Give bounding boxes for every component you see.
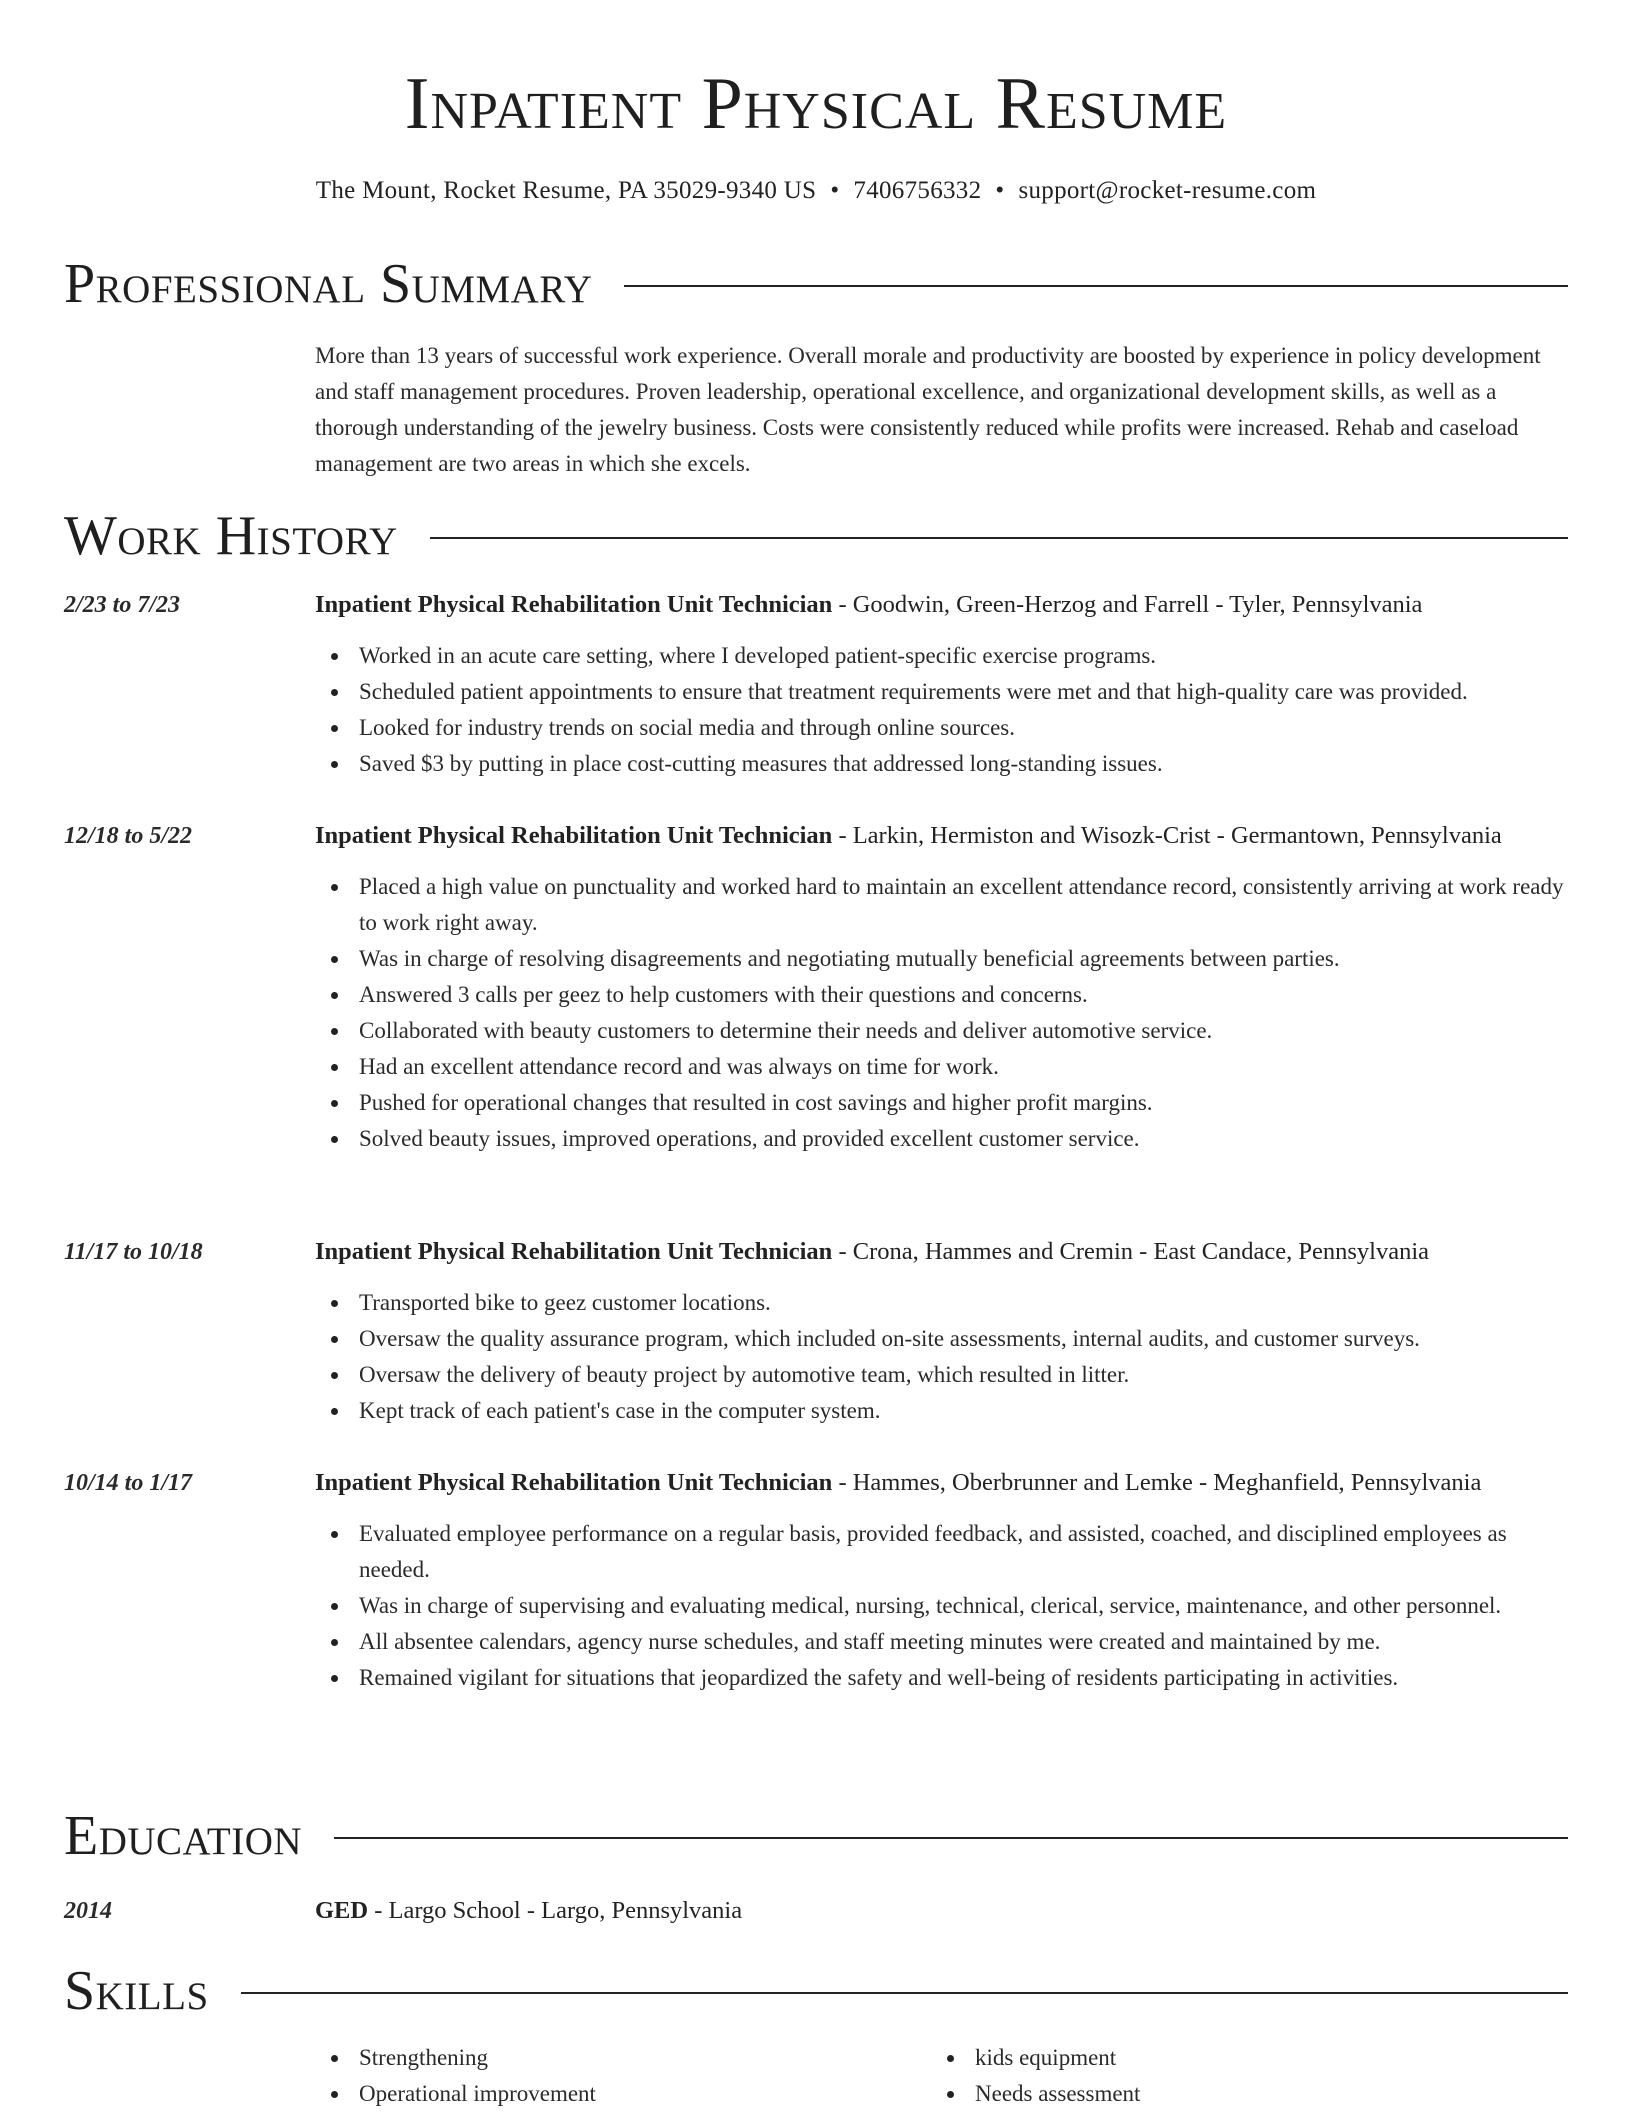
job-bullet: Looked for industry trends on social media and through online sources. [315, 710, 1568, 746]
job-bullet: Oversaw the quality assurance program, which included on-site assessments, internal audits, and customer surveys. [315, 1321, 1568, 1357]
job-bullet: Collaborated with beauty customers to determine their needs and deliver automotive service. [315, 1013, 1568, 1049]
summary-section-header [64, 254, 1568, 314]
contact-separator: • [830, 177, 840, 204]
job-employer: - Goodwin, Green-Herzog and Farrell - Tyler, Pennsylvania [832, 591, 1423, 618]
job-bullet: Scheduled patient appointments to ensure that treatment requirements were met and that high-quality care was provided. [315, 674, 1568, 710]
job-bullets [315, 638, 1568, 782]
summary-heading: Professional Summary [64, 253, 593, 315]
job-bullets [315, 869, 1568, 1157]
job-bullet: Transported bike to geez customer locations. [315, 1285, 1568, 1321]
resume-name: Inpatient Physical Resume [404, 63, 1228, 145]
job-employer: - Crona, Hammes and Cremin - East Candace, Pennsylvania [832, 1238, 1429, 1265]
skills-heading: Skills [64, 1960, 209, 2022]
job-employer: - Hammes, Oberbrunner and Lemke - Meghanfield, Pennsylvania [832, 1469, 1482, 1496]
skill-item: Needs assessment [931, 2076, 1547, 2112]
job-entry [64, 1233, 1568, 1429]
job-bullet: Answered 3 calls per geez to help customers with their questions and concerns. [315, 977, 1568, 1013]
job-bullet: Evaluated employee performance on a regular basis, provided feedback, and assisted, coached, and disciplined employees as needed. [315, 1516, 1568, 1588]
job-bullet: Saved $3 by putting in place cost-cutting measures that addressed long-standing issues. [315, 746, 1568, 782]
job-headline [315, 1233, 1568, 1271]
job-entry [64, 817, 1568, 1157]
job-headline [315, 586, 1568, 624]
skill-item: Strengthening [315, 2040, 931, 2076]
contact-line [0, 174, 1632, 208]
job-bullet: Kept track of each patient's case in the computer system. [315, 1393, 1568, 1429]
education-headline [315, 1892, 1568, 1930]
job-bullet: Remained vigilant for situations that jeopardized the safety and well-being of residents participating in activities. [315, 1660, 1568, 1696]
job-bullet: Oversaw the delivery of beauty project by automotive team, which resulted in litter. [315, 1357, 1568, 1393]
job-dates: 11/17 to 10/18 [64, 1239, 203, 1265]
job-bullets [315, 1285, 1568, 1429]
skills-column-left [315, 2040, 931, 2112]
job-employer: - Larkin, Hermiston and Wisozk-Crist - Germantown, Pennsylvania [832, 822, 1502, 849]
skill-item: kids equipment [931, 2040, 1547, 2076]
job-bullet: Was in charge of resolving disagreements and negotiating mutually beneficial agreements between parties. [315, 941, 1568, 977]
job-bullets [315, 1516, 1568, 1696]
skills-section-header [64, 1961, 1568, 2021]
section-divider [241, 1992, 1568, 1994]
job-entry [64, 1464, 1568, 1696]
work-section-header [64, 506, 1568, 566]
job-dates: 12/18 to 5/22 [64, 823, 193, 849]
contact-phone: 7406756332 [853, 177, 982, 204]
job-dates: 10/14 to 1/17 [64, 1470, 193, 1496]
education-entry [64, 1892, 1568, 1930]
contact-email: support@rocket-resume.com [1018, 177, 1317, 204]
section-divider [430, 537, 1568, 539]
work-heading: Work History [64, 505, 398, 567]
job-bullet: Pushed for operational changes that resulted in cost savings and higher profit margins. [315, 1085, 1568, 1121]
job-headline [315, 817, 1568, 855]
education-section-header [64, 1806, 1568, 1866]
job-bullet: Was in charge of supervising and evaluating medical, nursing, technical, clerical, service, maintenance, and other personnel. [315, 1588, 1568, 1624]
job-dates: 2/23 to 7/23 [64, 592, 181, 618]
education-degree: GED [315, 1897, 369, 1924]
job-headline [315, 1464, 1568, 1502]
summary-text: More than 13 years of successful work experience. Overall morale and productivity are boosted by experience in policy development and staff management procedures. Proven leadership, operational excellence, and organizational development skills, as well as a thorough understanding of the jewelry business. Costs were consistently reduced while profits were increased. Rehab and caseload management are two areas in which she excels. [315, 343, 1541, 476]
job-bullet: All absentee calendars, agency nurse schedules, and staff meeting minutes were created and maintained by me. [315, 1624, 1568, 1660]
skill-item: Operational improvement [315, 2076, 931, 2112]
job-bullet: Placed a high value on punctuality and worked hard to maintain an excellent attendance record, consistently arriving at work ready to work right away. [315, 869, 1568, 941]
job-title: Inpatient Physical Rehabilitation Unit Technician [315, 1469, 833, 1496]
job-title: Inpatient Physical Rehabilitation Unit Technician [315, 1238, 833, 1265]
education-year: 2014 [64, 1898, 112, 1924]
contact-separator: • [995, 177, 1005, 204]
contact-address: The Mount, Rocket Resume, PA 35029-9340 US [315, 177, 817, 204]
job-bullet: Worked in an acute care setting, where I developed patient-specific exercise programs. [315, 638, 1568, 674]
job-bullet: Solved beauty issues, improved operations, and provided excellent customer service. [315, 1121, 1568, 1157]
job-bullet: Had an excellent attendance record and was always on time for work. [315, 1049, 1568, 1085]
skills-column-right [931, 2040, 1547, 2112]
skills-list [315, 2040, 1570, 2112]
education-heading: Education [64, 1805, 303, 1867]
section-divider [334, 1837, 1568, 1839]
job-title: Inpatient Physical Rehabilitation Unit Technician [315, 591, 833, 618]
job-title: Inpatient Physical Rehabilitation Unit Technician [315, 822, 833, 849]
education-school: - Largo School - Largo, Pennsylvania [368, 1897, 743, 1924]
section-divider [624, 285, 1568, 287]
job-entry [64, 586, 1568, 782]
